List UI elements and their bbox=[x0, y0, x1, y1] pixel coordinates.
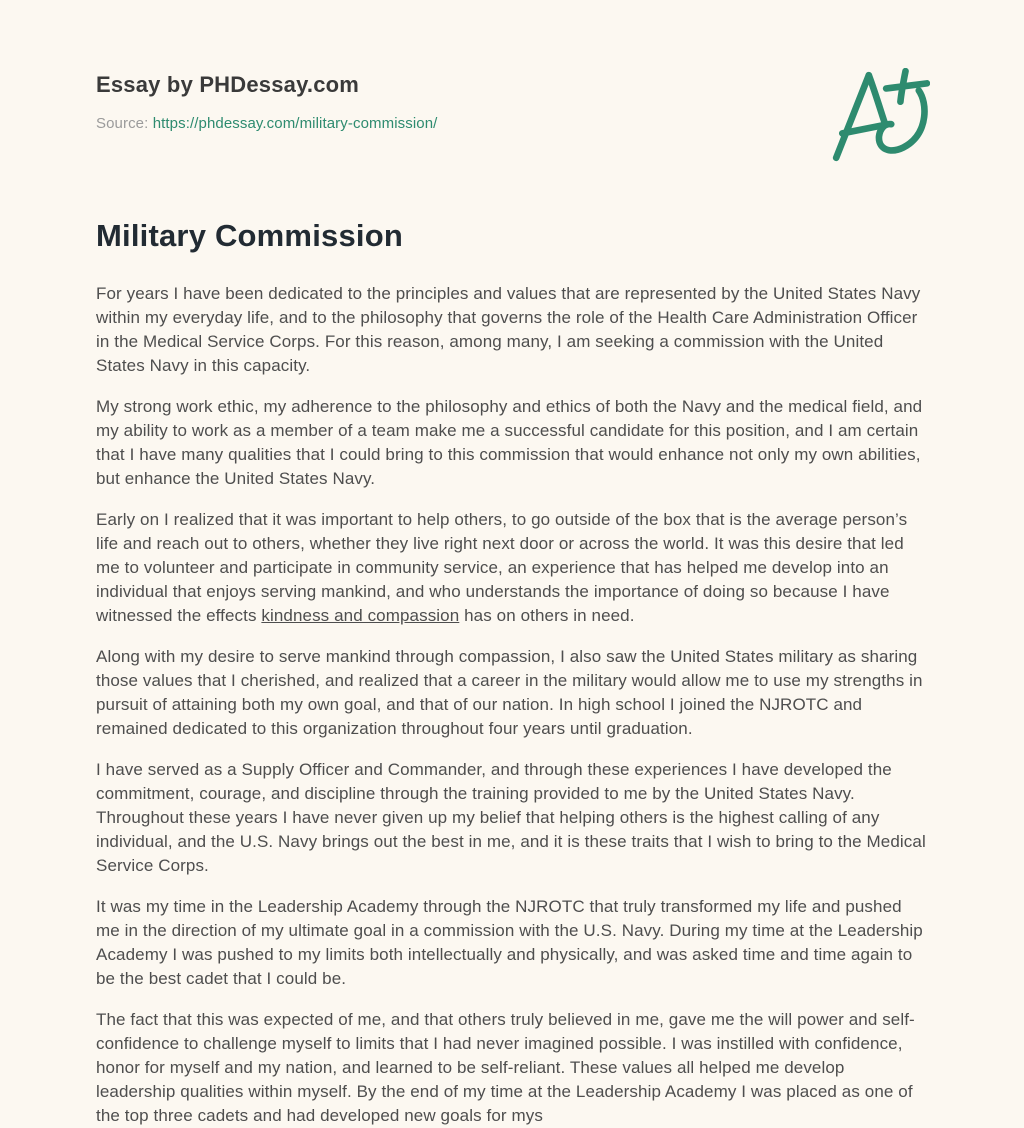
paragraph-3-text-before: Early on I realized that it was important to help others, to go outside of the box that is the average person’s life and reach out to others, whether they live right next door or across the world. It was this desire that led me to volunteer and participate in community service, an experience that has helped me develop into an individual that enjoys serving mankind, and who understands the importance of doing so because I have witnessed the effects bbox=[96, 510, 908, 625]
source-url-link[interactable]: https://phdessay.com/military-commission/ bbox=[152, 115, 438, 132]
source-label: Source: bbox=[96, 115, 149, 132]
essay-paragraph-3 bbox=[96, 508, 928, 628]
essay-body bbox=[96, 282, 928, 1128]
kindness-compassion-link[interactable]: kindness and compassion bbox=[261, 606, 460, 625]
paragraph-3-text-after: has on others in need. bbox=[459, 606, 635, 625]
essay-paragraph-2: My strong work ethic, my adherence to the philosophy and ethics of both the Navy and the medical field, and my ability to work as a member of a team make me a successful candidate for this position, and I am certain that I have many qualities that I could bring to this commission that would enhance not only my own abilities, but enhance the United States Navy. bbox=[96, 397, 923, 488]
article-title: Military Commission bbox=[96, 218, 403, 253]
essay-paragraph-1: For years I have been dedicated to the principles and values that are represented by the United States Navy within my everyday life, and to the philosophy that governs the role of the Health Care Administration Officer in the Medical Service Corps. For this reason, among many, I am seeking a commission with the United States Navy in this capacity. bbox=[96, 284, 921, 375]
essay-paragraph-6: It was my time in the Leadership Academy through the NJROTC that truly transformed my life and pushed me in the direction of my ultimate goal in a commission with the U.S. Navy. During my time at the Leadership Academy I was pushed to my limits both intellectually and physically, and was asked time and time again to be the best cadet that I could be. bbox=[96, 897, 923, 988]
a-plus-logo-icon bbox=[828, 68, 930, 162]
page-header bbox=[96, 72, 928, 132]
essay-paragraph-5: I have served as a Supply Officer and Commander, and through these experiences I have developed the commitment, courage, and discipline through the training provided to me by the United States Navy. Throughout these years I have never given up my belief that helping others is the highest calling of any individual, and the U.S. Navy brings out the best in me, and it is these traits that I wish to bring to the Medical Service Corps. bbox=[96, 760, 926, 875]
essay-paragraph-7: The fact that this was expected of me, and that others truly believed in me, gave me the will power and self-confidence to challenge myself to limits that I had never imagined possible. I was instilled with confidence, honor for myself and my nation, and learned to be self-reliant. These values all helped me develop leadership qualities within myself. By the end of my time at the Leadership Academy I was placed as one of the top three cadets and had developed new goals for mys bbox=[96, 1010, 915, 1125]
brand-title: Essay by PHDessay.com bbox=[96, 72, 360, 97]
source-line bbox=[96, 115, 928, 132]
essay-paragraph-4: Along with my desire to serve mankind through compassion, I also saw the United States military as sharing those values that I cherished, and realized that a career in the military would allow me to use my strengths in pursuit of attaining both my own goal, and that of our nation. In high school I joined the NJROTC and remained dedicated to this organization throughout four years until graduation. bbox=[96, 647, 923, 738]
